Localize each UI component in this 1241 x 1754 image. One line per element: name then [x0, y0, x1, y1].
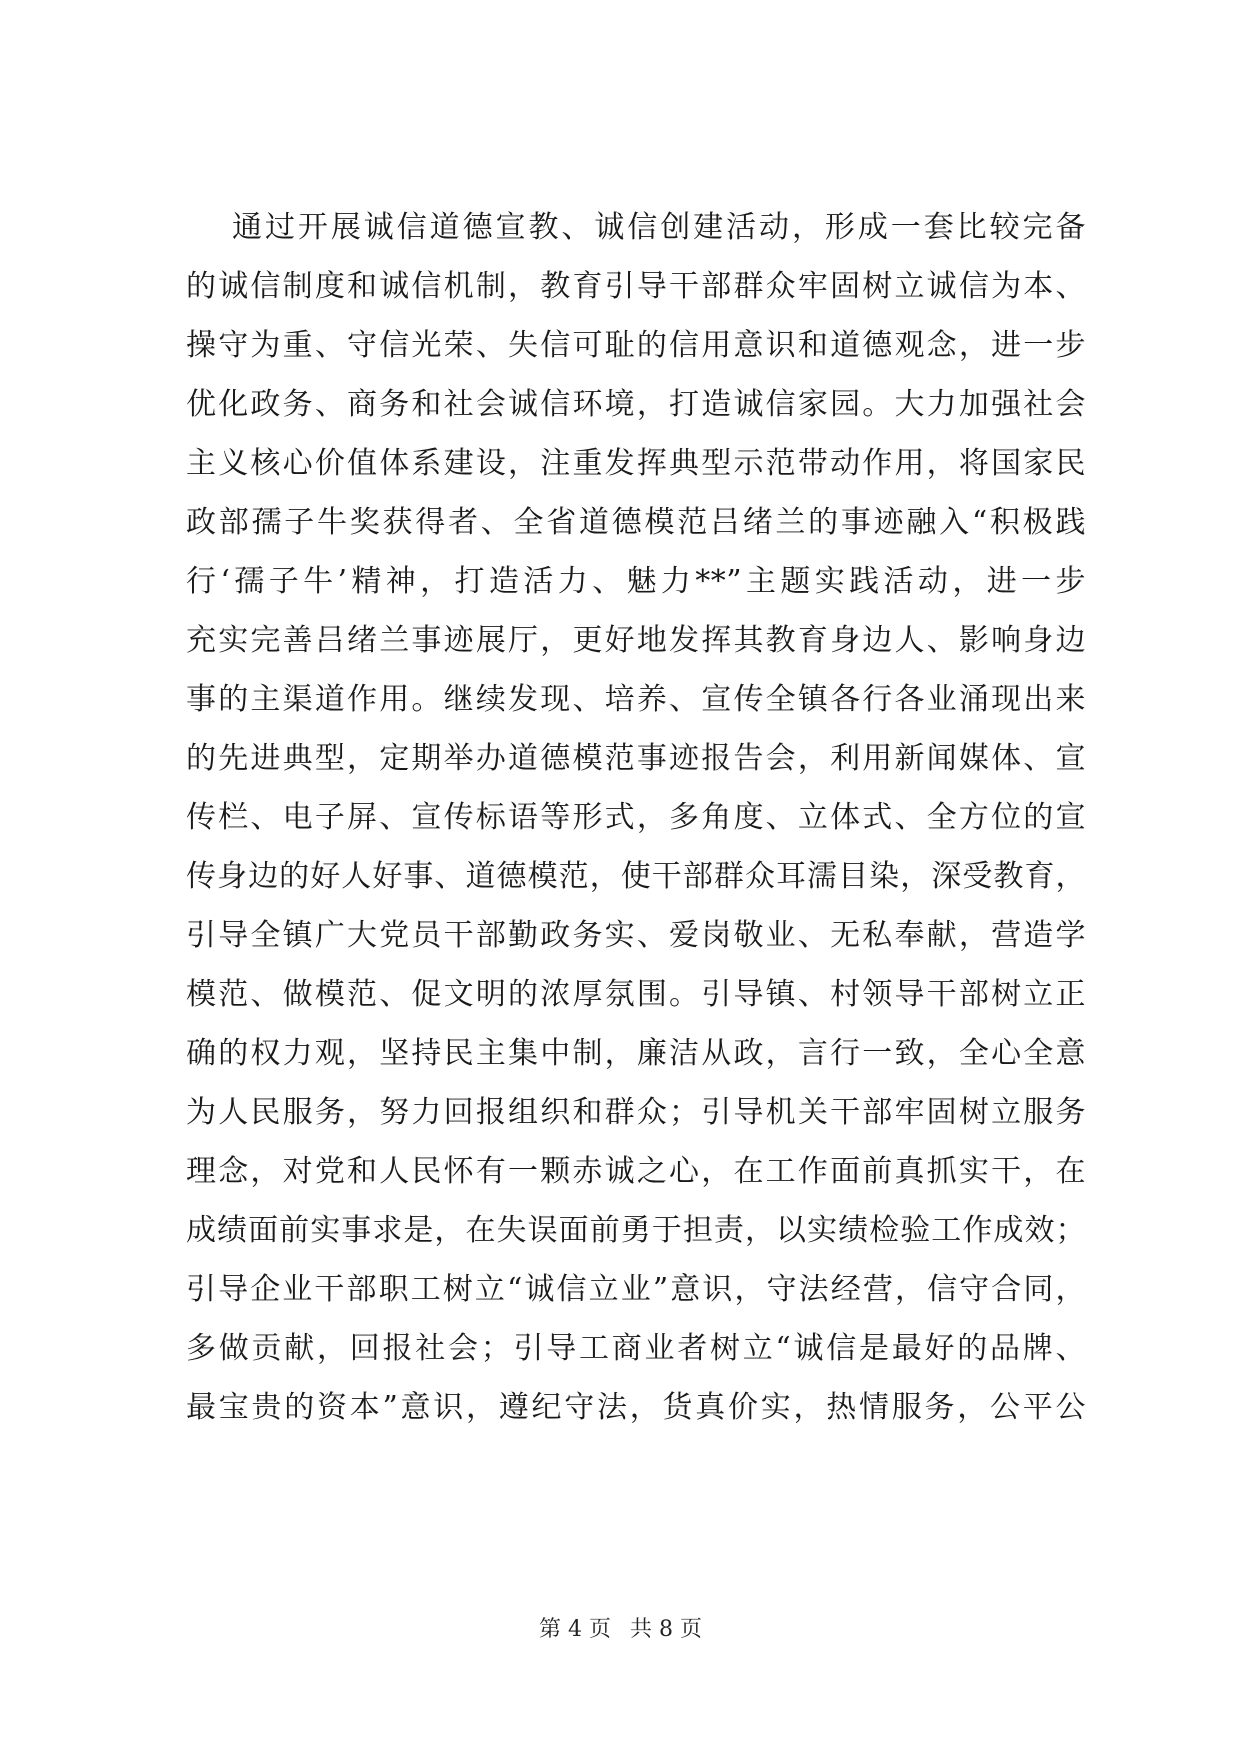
text-line: 事的主渠道作用。继续发现、培养、宣传全镇各行各业涌现出来	[186, 682, 1086, 717]
text-line: 的诚信制度和诚信机制，教育引导干部群众牢固树立诚信为本、	[186, 269, 1086, 304]
text-line: 理念，对党和人民怀有一颗赤诚之心，在工作面前真抓实干，在	[186, 1154, 1086, 1189]
text-line: 多做贡献，回报社会；引导工商业者树立“诚信是最好的品牌、	[186, 1331, 1086, 1366]
text-line: 引导全镇广大党员干部勤政务实、爱岗敬业、无私奉献，营造学	[186, 918, 1086, 953]
body-paragraph	[186, 198, 1086, 1437]
text-line: 行‘孺子牛’精神，打造活力、魅力**”主题实践活动，进一步	[186, 564, 1086, 599]
text-line: 通过开展诚信道德宣教、诚信创建活动，形成一套比较完备	[232, 210, 1086, 245]
text-line: 主义核心价值体系建设，注重发挥典型示范带动作用，将国家民	[186, 446, 1086, 481]
page-number: 第 4 页	[539, 1617, 611, 1642]
text-line: 为人民服务，努力回报组织和群众；引导机关干部牢固树立服务	[186, 1095, 1086, 1130]
text-line: 引导企业干部职工树立“诚信立业”意识，守法经营，信守合同，	[186, 1272, 1086, 1307]
text-line: 成绩面前实事求是，在失误面前勇于担责，以实绩检验工作成效；	[186, 1213, 1086, 1248]
text-line: 模范、做模范、促文明的浓厚氛围。引导镇、村领导干部树立正	[186, 977, 1086, 1012]
text-line: 的先进典型，定期举办道德模范事迹报告会，利用新闻媒体、宣	[186, 741, 1086, 776]
page-footer	[0, 1612, 1241, 1643]
text-line: 政部孺子牛奖获得者、全省道德模范吕绪兰的事迹融入“积极践	[186, 505, 1086, 540]
page-total: 共 8 页	[630, 1617, 702, 1642]
text-line: 最宝贵的资本”意识，遵纪守法，货真价实，热情服务，公平公	[186, 1390, 1086, 1425]
text-line: 传身边的好人好事、道德模范，使干部群众耳濡目染，深受教育，	[186, 859, 1086, 894]
text-line: 操守为重、守信光荣、失信可耻的信用意识和道德观念，进一步	[186, 328, 1086, 363]
text-line: 确的权力观，坚持民主集中制，廉洁从政，言行一致，全心全意	[186, 1036, 1086, 1071]
text-line: 充实完善吕绪兰事迹展厅，更好地发挥其教育身边人、影响身边	[186, 623, 1086, 658]
text-line: 传栏、电子屏、宣传标语等形式，多角度、立体式、全方位的宣	[186, 800, 1086, 835]
text-line: 优化政务、商务和社会诚信环境，打造诚信家园。大力加强社会	[186, 387, 1086, 422]
